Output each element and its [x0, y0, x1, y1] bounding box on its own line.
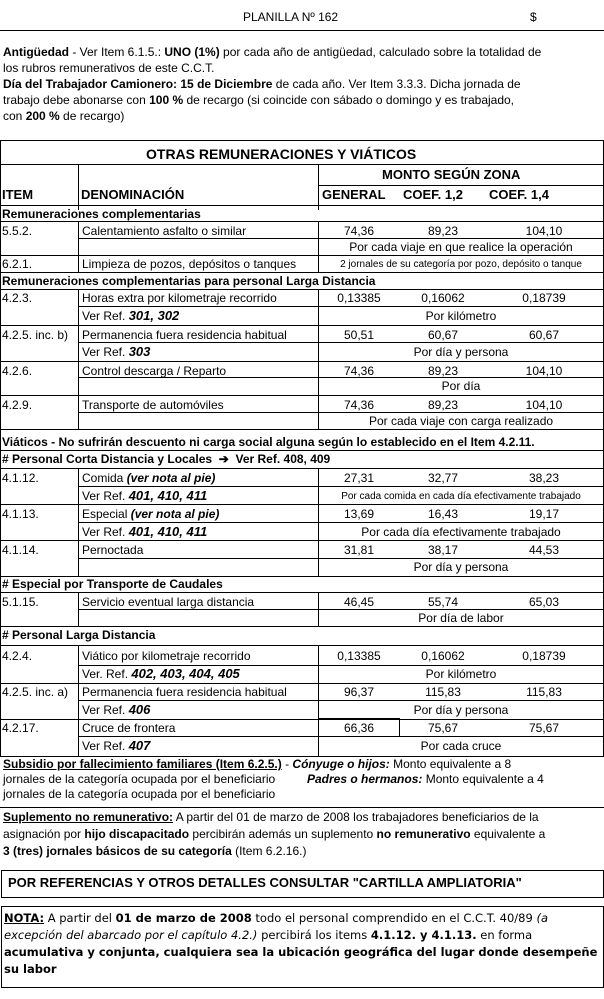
list-item: 4.1.13.	[2, 507, 39, 521]
list-item: Permanencia fuera residencia habitual	[82, 685, 287, 699]
arrow-right-icon: ➔	[218, 452, 229, 466]
value-general: 66,36	[343, 721, 375, 735]
list-item: 4.2.6.	[2, 364, 33, 378]
table-title: OTRAS REMUNERACIONES Y VIÁTICOS	[146, 146, 417, 162]
value-coef14: 65,03	[528, 595, 560, 609]
cartilla-text: POR REFERENCIAS Y OTROS DETALLES CONSULTAR "CARTILLA AMPLIATORIA"	[8, 875, 522, 890]
section-larga-distancia: Remuneraciones complementarias para personal Larga Distancia	[2, 274, 376, 288]
value-coef12: 89,23	[427, 364, 459, 378]
value-coef12: 0,16062	[421, 291, 465, 305]
list-item: Pernoctada	[82, 543, 144, 557]
list-item: Control descarga / Reparto	[82, 364, 227, 378]
ref-label: Ver Ref. 401, 410, 411	[82, 524, 208, 539]
list-item: Servicio eventual larga distancia	[82, 595, 255, 609]
value-coef14: 104,10	[525, 224, 563, 238]
section-corta-distancia: # Personal Corta Distancia y Locales ➔ Ver Ref. 408, 409	[2, 452, 331, 466]
monto-header: MONTO SEGÚN ZONA	[382, 167, 521, 182]
ref-label: Ver Ref. 401, 410, 411	[82, 488, 208, 503]
row-note: Por cada día efectivamente trabajado	[361, 525, 561, 539]
row-note: Por día y persona	[413, 345, 509, 359]
value-coef12: 32,77	[427, 471, 459, 485]
value-coef12: 16,43	[427, 507, 459, 521]
value-general: 50,51	[343, 328, 375, 342]
suplemento-paragraph: Suplemento no remunerativo: A partir del 01 de marzo de 2008 los trabajadores beneficiarios de la asignación por hijo discapacitado percibirán además un suplemento no remunerativo equivalente a 3 (tres) jornales básicos de su categoría (Item 6.2.16.)	[3, 810, 546, 858]
value-coef14: 60,67	[528, 328, 560, 342]
list-item: Cruce de frontera	[82, 721, 176, 735]
value-general: 0,13385	[337, 649, 381, 663]
list-item: 4.2.5. inc. b)	[2, 328, 69, 342]
list-item: 4.2.5. inc. a)	[2, 685, 69, 699]
value-general: 13,69	[343, 507, 375, 521]
col-denominacion: DENOMINACIÓN	[81, 187, 185, 202]
list-item: Viático por kilometraje recorrido	[82, 649, 251, 663]
value-coef14: 38,23	[528, 471, 560, 485]
row-note: 2 jornales de su categoría por pozo, depósito o tanque	[340, 259, 582, 270]
value-general: 31,81	[343, 543, 375, 557]
list-item: 4.2.3.	[2, 291, 33, 305]
row-note: Por cada viaje en que realice la operación	[349, 240, 573, 254]
value-general: 74,36	[343, 364, 375, 378]
list-item: Calentamiento asfalto o similar	[82, 224, 247, 238]
row-note: Por día y persona	[413, 560, 509, 574]
value-coef14: 115,83	[526, 685, 562, 699]
nota-paragraph: NOTA: A partir del 01 de marzo de 2008 todo el personal comprendido en el C.C.T. 40/89 (a excepción del abarcado por el capítulo 4.2.) percibirá los items 4.1.12. y 4.1.13. en forma acumulativa y conjunta, cualquiera sea la ubicación geográfica del lugar donde desempeñe su labor	[4, 911, 598, 976]
value-coef12: 0,16062	[421, 649, 465, 663]
subsidio-padres: Padres o hermanos: Monto equivalente a 4	[307, 772, 544, 786]
list-item: 5.1.15.	[2, 595, 39, 609]
col-coef14: COEF. 1,4	[489, 187, 549, 202]
row-note: Por día de labor	[418, 611, 504, 625]
ref-label: Ver Ref. 407	[82, 738, 151, 753]
row-note: Por cada cruce	[420, 739, 502, 753]
value-general: 46,45	[343, 595, 375, 609]
ref-label: Ver Ref. 303	[82, 344, 151, 359]
list-item: 5.5.2.	[2, 224, 33, 238]
value-coef14: 104,10	[525, 364, 563, 378]
list-item: Limpieza de pozos, depósitos o tanques	[82, 257, 297, 271]
antiguedad-paragraph: Antigüedad - Ver Item 6.1.5.: UNO (1%) por cada año de antigüedad, calculado sobre la totalidad de los rubros remunerativos de este C.C.T. Día del Trabajador Camionero: 15 de Diciembre de cada año. Ver Item 3.3.3. Dicha jornada de trabajo debe abonarse con 100 % de recargo (si coincide con sábado o domingo y es trabajado, con 200 % de recargo)	[3, 45, 542, 123]
list-item: 4.2.9.	[2, 398, 33, 412]
value-coef14: 0,18739	[522, 649, 566, 663]
subsidio-paragraph: Subsidio por fallecimiento familiares (Item 6.2.5.) - Cónyuge o hijos: Monto equivalente a 8 jornales de la categoría ocupada por el beneficiario jornales de la categoría ocupada por el beneficiario	[3, 757, 512, 801]
value-general: 0,13385	[337, 291, 381, 305]
value-coef14: 19,17	[528, 507, 560, 521]
ref-label: Ver. Ref. 402, 403, 404, 405	[82, 666, 240, 681]
value-coef12: 115,83	[425, 685, 461, 699]
value-coef14: 0,18739	[522, 291, 566, 305]
section-complementarias: Remuneraciones complementarias	[2, 207, 201, 221]
list-item: 4.1.12.	[2, 471, 39, 485]
row-note: Por kilómetro	[425, 309, 497, 323]
ref-label: Ver Ref. 406	[82, 702, 151, 717]
section-caudales: # Especial por Transporte de Caudales	[2, 577, 223, 591]
row-note: Por cada comida en cada día efectivamente trabajado	[341, 491, 581, 502]
value-coef12: 89,23	[427, 224, 459, 238]
list-item: Horas extra por kilometraje recorrido	[82, 291, 277, 305]
list-item: Transporte de automóviles	[82, 398, 224, 412]
list-item: 6.2.1.	[2, 257, 33, 271]
section-personal-larga-distancia: # Personal Larga Distancia	[2, 628, 156, 642]
list-item: 4.2.4.	[2, 649, 33, 663]
page-title: PLANILLA Nº 162	[243, 10, 339, 24]
value-general: 96,37	[343, 685, 375, 699]
row-note: Por día y persona	[413, 703, 509, 717]
viaticos-heading: Viáticos - No sufrirán descuento ni carga social alguna según lo establecido en el Item 4.2.11.	[2, 435, 535, 449]
row-note: Por kilómetro	[425, 667, 497, 681]
value-coef12: 55,74	[427, 595, 459, 609]
list-item: 4.2.17.	[2, 721, 39, 735]
row-note: Por cada viaje con carga realizado	[368, 414, 554, 428]
ref-label: Ver Ref. 301, 302	[82, 308, 180, 323]
col-coef12: COEF. 1,2	[403, 187, 463, 202]
value-general: 74,36	[343, 224, 375, 238]
list-item: Comida (ver nota al pie)	[82, 471, 216, 485]
list-item: Especial (ver nota al pie)	[82, 507, 220, 521]
value-coef12: 60,67	[427, 328, 459, 342]
row-note: Por día	[441, 379, 481, 393]
col-item: ITEM	[2, 187, 34, 202]
value-coef12: 38,17	[427, 543, 459, 557]
value-coef12: 75,67	[427, 721, 459, 735]
value-coef14: 104,10	[525, 398, 563, 412]
value-general: 27,31	[343, 471, 375, 485]
value-coef12: 89,23	[427, 398, 459, 412]
currency-symbol: $	[530, 10, 537, 24]
value-general: 74,36	[343, 398, 375, 412]
col-general: GENERAL	[322, 187, 386, 202]
value-coef14: 44,53	[528, 543, 560, 557]
list-item: Permanencia fuera residencia habitual	[82, 328, 287, 342]
list-item: 4.1.14.	[2, 543, 39, 557]
value-coef14: 75,67	[528, 721, 560, 735]
